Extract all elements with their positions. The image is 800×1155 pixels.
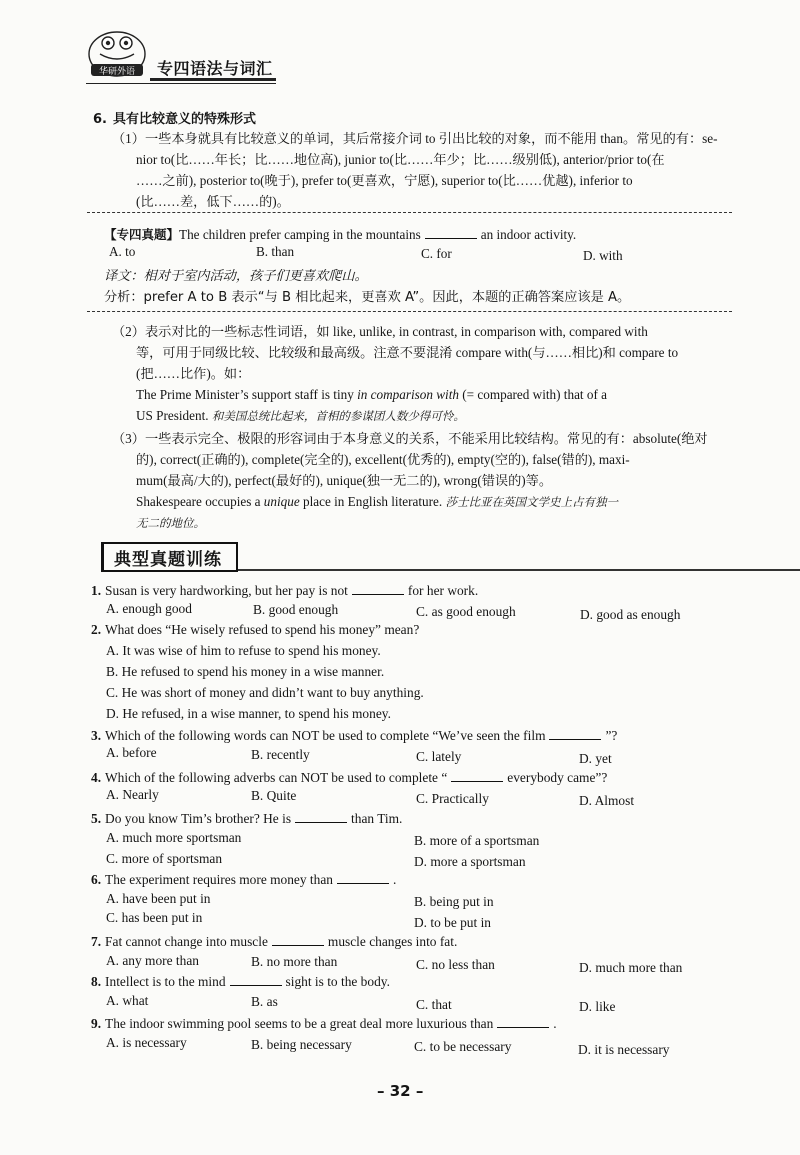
option: D. much more than <box>579 960 683 975</box>
option: B. Quite <box>251 788 297 803</box>
question-3 <box>91 727 617 744</box>
option: C. more of sportsman <box>106 851 223 866</box>
option: B. as <box>251 994 278 1009</box>
exam-question-text-end: an indoor activity. <box>480 227 577 242</box>
header-rule <box>150 78 276 81</box>
question-2 <box>91 622 419 638</box>
question-number: 4. <box>91 770 102 785</box>
answer-blank <box>425 226 477 239</box>
option: D. He refused, in a wise manner, to spend his money. <box>106 706 391 721</box>
option: D. to be put in <box>414 915 491 930</box>
question-5 <box>91 810 402 827</box>
option: D. yet <box>579 751 612 766</box>
question-number: 3. <box>91 728 102 743</box>
example-text: Shakespeare occupies a <box>136 494 264 509</box>
question-number: 9. <box>91 1016 102 1031</box>
option: C. has been put in <box>106 910 203 925</box>
item1-line: ……之前), posterior to(晚于), prefer to(更喜欢，宁愿), superior to(比……优越), inferior to <box>136 173 633 188</box>
option: A. any more than <box>106 953 199 968</box>
question-number: 1. <box>91 583 102 598</box>
option: D. like <box>579 999 616 1014</box>
option: A. is necessary <box>106 1035 187 1050</box>
frog-logo-icon <box>86 30 148 82</box>
question-text-end: than Tim. <box>351 811 403 826</box>
question-number: 2. <box>91 622 102 637</box>
item3-example <box>112 491 737 513</box>
question-text: Fat cannot change into muscle <box>105 934 268 949</box>
option: A. It was wise of him to refuse to spend his money. <box>106 643 381 658</box>
answer-blank <box>497 1015 549 1028</box>
item3-example-cn: 无二的地位。 <box>136 516 205 530</box>
option: D. good as enough <box>580 607 681 622</box>
option: D. Almost <box>579 793 635 808</box>
option: B. no more than <box>251 954 338 969</box>
question-number: 8. <box>91 974 102 989</box>
item2-line: （2）表示对比的一些标志性词语，如 like, unlike, in contrast, in comparison with, compared with <box>112 324 648 339</box>
question-text: Which of the following words can NOT be used to complete “We’ve seen the film <box>105 728 546 743</box>
exam-option: A. to <box>109 244 136 259</box>
item1-line: （1）一些本身就具有比较意义的单词，其后常接介词 to 引出比较的对象，而不能用 than。常见的有：se- <box>112 131 718 146</box>
item3-line: （3）一些表示完全、极限的形容词由于本身意义的关系，不能采用比较结构。常见的有：absolute(绝对 <box>112 431 708 446</box>
option: B. being necessary <box>251 1037 352 1052</box>
question-7 <box>91 933 457 950</box>
example-translation: 和美国总统比起来，首相的参谋团人数少得可怜。 <box>211 409 465 423</box>
question-text: What does “He wisely refused to spend his money” mean? <box>105 622 420 637</box>
option: C. as good enough <box>416 604 516 619</box>
item2-line: 等，可用于同级比较、比较级和最高级。注意不要混淆 compare with(与……相比)和 compare to <box>136 345 679 360</box>
question-text-end: ”? <box>605 728 618 743</box>
item1-line: (比……差，低下……的)。 <box>136 194 290 209</box>
example-text: (= compared with) that of a <box>458 387 608 402</box>
exam-option: B. than <box>256 244 295 259</box>
question-text: The experiment requires more money than <box>105 872 333 887</box>
option: B. more of a sportsman <box>414 833 540 848</box>
exam-option: C. for <box>421 246 452 261</box>
option: D. it is necessary <box>578 1042 670 1057</box>
question-text: Do you know Tim’s brother? He is <box>105 811 292 826</box>
question-8 <box>91 973 390 990</box>
exam-analysis: 分析：prefer A to B 表示“与 B 相比起来，更喜欢 A”。因此，本题的正确答案应该是 A。 <box>104 290 631 305</box>
item2-paragraph <box>112 321 737 427</box>
exam-option: D. with <box>583 248 623 263</box>
item3-line: mum(最高/大的), perfect(最好的), unique(独一无二的), wrong(错误的)等。 <box>136 473 553 488</box>
option: B. being put in <box>414 894 494 909</box>
option: C. no less than <box>416 957 495 972</box>
option: A. much more sportsman <box>106 830 242 845</box>
option: C. lately <box>416 749 462 764</box>
section-number: 6. <box>93 112 107 127</box>
example-italic: in comparison with <box>357 387 459 402</box>
option: A. enough good <box>106 601 192 616</box>
question-text: Susan is very hardworking, but her pay is not <box>105 583 348 598</box>
item3-paragraph <box>112 428 737 534</box>
question-9 <box>91 1015 557 1032</box>
question-text-end: . <box>553 1016 557 1031</box>
question-number: 6. <box>91 872 102 887</box>
question-text: The indoor swimming pool seems to be a great deal more luxurious than <box>105 1016 494 1031</box>
item3-line: 的), correct(正确的), complete(完全的), excellent(优秀的), empty(空的), false(错的), maxi- <box>136 452 630 467</box>
item1-paragraph <box>112 128 737 212</box>
option: C. He was short of money and didn’t want to buy anything. <box>106 685 424 700</box>
answer-blank <box>272 933 324 946</box>
answer-blank <box>352 582 404 595</box>
question-text-end: for her work. <box>407 583 479 598</box>
question-number: 7. <box>91 934 102 949</box>
answer-blank <box>295 810 347 823</box>
exam-tag: 【专四真题】 <box>104 227 180 242</box>
header-title: 专四语法与词汇 <box>157 59 273 78</box>
option: A. have been put in <box>106 891 211 906</box>
question-4 <box>91 769 607 786</box>
page-number: – 32 – <box>377 1082 424 1100</box>
option: C. that <box>416 997 452 1012</box>
banner-line <box>238 569 800 571</box>
section-title <box>93 108 256 127</box>
option: B. good enough <box>253 602 339 617</box>
exam-question <box>104 225 576 243</box>
question-6 <box>91 871 396 888</box>
item1-line: nior to(比……年长；比……地位高), junior to(比……年少；比……级别低), anterior/prior to(在 <box>136 152 665 167</box>
section-title-text: 具有比较意义的特殊形式 <box>112 112 256 127</box>
option: A. before <box>106 745 157 760</box>
option: A. what <box>106 993 149 1008</box>
option: A. Nearly <box>106 787 159 802</box>
option: B. He refused to spend his money in a wise manner. <box>106 664 385 679</box>
example-italic: unique <box>263 494 300 509</box>
answer-blank <box>337 871 389 884</box>
item2-line: (把……比作)。如： <box>136 366 251 381</box>
question-1 <box>91 582 478 599</box>
exam-question-text: The children prefer camping in the mountains <box>179 227 421 242</box>
exam-translation: 译文：相对于室内活动，孩子们更喜欢爬山。 <box>104 269 368 284</box>
option: B. recently <box>251 747 310 762</box>
question-text-end: . <box>392 872 397 887</box>
question-text-end: sight is to the body. <box>285 974 390 989</box>
question-text: Intellect is to the mind <box>105 974 226 989</box>
question-number: 5. <box>91 811 102 826</box>
question-text: Which of the following adverbs can NOT be used to complete “ <box>105 770 448 785</box>
question-text-end: everybody came”? <box>507 770 608 785</box>
question-text-end: muscle changes into fat. <box>327 934 458 949</box>
answer-blank <box>230 973 282 986</box>
option: D. more a sportsman <box>414 854 526 869</box>
option: C. to be necessary <box>414 1039 512 1054</box>
example-translation: 莎士比亚在英国文学史上占有独一 <box>445 495 618 509</box>
exam-question-box <box>87 212 732 312</box>
answer-blank <box>549 727 601 740</box>
answer-blank <box>451 769 503 782</box>
example-text: US President. <box>136 408 209 423</box>
example-text: place in English literature. <box>299 494 443 509</box>
item2-example-line2 <box>112 405 737 427</box>
option: C. Practically <box>416 791 489 806</box>
example-text: The Prime Minister’s support staff is tiny <box>136 387 358 402</box>
logo-text: 华研外语 <box>98 67 136 77</box>
header-rule-thin <box>86 83 276 84</box>
practice-title: 典型真题训练 <box>114 550 222 570</box>
item2-example <box>112 384 737 405</box>
